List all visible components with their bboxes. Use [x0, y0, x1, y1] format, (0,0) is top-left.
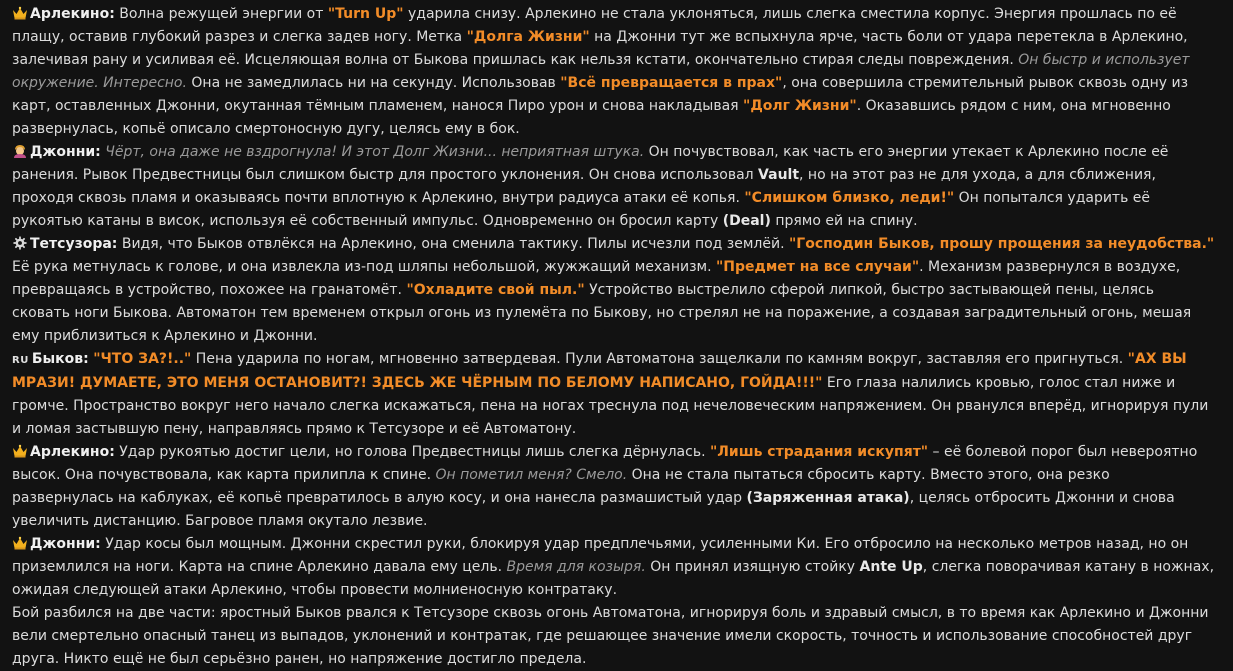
quoted-ability: "Долг Жизни"	[743, 98, 857, 114]
quoted-ability: "Слишком близко, леди!"	[744, 190, 955, 206]
narration-text: , но на этот раз не для ухода, а для сближения, проходя сквозь пламя и оказываясь почти вплотную к Арлекино, внутри радиуса атаки её копья.	[12, 167, 1156, 206]
narration-text: Бой разбился на две части: яростный Быков рвался к Тетсузоре сквозь огонь Автоматона, игнорируя боль и здравый смысл, в то время как Арлекино и Джонни вели смертельно опасный танец из выпадов, уклонений и контратак, где решающее значение имели скорость, точность и использование способностей друг друга. Никто ещё не был серьёзно ранен, но напряжение достигло предела.	[12, 605, 1209, 667]
crown-icon	[12, 536, 28, 550]
crown-icon	[12, 6, 28, 20]
narration-text: , она совершила стремительный рывок сквозь одну из карт, оставленных Джонни, окутанная тёмным пламенем, нанося Пиро урон и снова накладывая	[12, 75, 1189, 114]
speaker-name: Джонни:	[30, 144, 101, 160]
story-paragraph-tetsuzora	[12, 233, 1215, 348]
bold-term: Ante Up	[859, 559, 923, 575]
gear-icon	[12, 236, 28, 250]
quoted-ability: "АХ ВЫ МРАЗИ! ДУМАЕТЕ, ЭТО МЕНЯ ОСТАНОВИТ?! ЗДЕСЬ ЖЕ ЧЁРНЫМ ПО БЕЛОМУ НАПИСАНО, ГОЙДА!!!"	[12, 351, 1187, 391]
quoted-ability: "Господин Быков, прошу прощения за неудобства."	[789, 236, 1215, 252]
narration-text: Она не замедлилась ни на секунду. Использовав	[186, 75, 561, 91]
quoted-ability: "Turn Up"	[327, 6, 404, 22]
story-paragraph-johnny	[12, 533, 1215, 602]
quoted-ability: "ЧТО ЗА?!.."	[93, 351, 192, 367]
inner-thought: Чёрт, она даже не вздрогнула! И этот Долг Жизни... неприятная штука.	[105, 144, 645, 160]
narration-text: на Джонни тут же вспыхнула ярче, часть боли от удара перетекла в Арлекино, залечивая рану и усиливая её. Исцеляющая волна от Быкова пришлась как нельзя кстати, окончательно стирая следы повреждения.	[12, 29, 1188, 68]
speaker-name: Арлекино:	[30, 6, 115, 22]
chat-message-body	[12, 3, 1215, 671]
bold-term: (Deal)	[722, 213, 771, 229]
narration-text: Удар косы был мощным. Джонни скрестил руки, блокируя удар предплечьями, усиленными Ки. Его отбросило на несколько метров назад, но он приземлился на ноги. Карта на спине Арлекино давала ему цель.	[12, 536, 1189, 575]
bold-term: Vault	[758, 167, 800, 183]
narration-text: Он почувствовал, как часть его энергии утекает к Арлекино после её ранения. Рывок Предвестницы был слишком быстр для простого уклонения. Он снова использовал	[12, 144, 1169, 183]
narration-text: Его глаза налились кровью, голос стал ниже и громче. Пространство вокруг него начало слегка искажаться, пена на ногах треснула под нечеловеческим напряжением. Он рванулся вперёд, игнорируя пули и ломая застывшую пену, направляясь прямо к Тетсузоре и её Автоматону.	[12, 375, 1209, 437]
narration-text: прямо ей на спину.	[770, 213, 918, 229]
narration-text: Он попытался ударить её рукоятью катаны в висок, используя её собственный импульс. Одновременно он бросил карту	[12, 190, 1151, 229]
story-paragraph-arlecchino	[12, 3, 1215, 141]
paragraph-text	[12, 536, 1214, 598]
inner-thought: Он пометил меня? Смело.	[435, 467, 628, 483]
story-paragraph-narration	[12, 602, 1215, 671]
paragraph-text	[12, 605, 1209, 667]
narration-text: Он принял изящную стойку	[645, 559, 860, 575]
quoted-ability: "Предмет на все случаи"	[716, 259, 920, 275]
quoted-ability: "Долга Жизни"	[466, 29, 590, 45]
story-paragraph-arlecchino	[12, 441, 1215, 533]
ru-flag-tag: RU	[12, 355, 29, 366]
paragraph-text	[12, 444, 1197, 529]
narration-text: ударила снизу. Арлекино не стала уклоняться, лишь слегка сместила корпус. Энергия прошлась по её плащу, оставив глубокий разрез и слегка задев ногу. Метка	[12, 6, 1177, 45]
narration-text: , слегка поворачивая катану в ножнах, ожидая следующей атаки Арлекино, чтобы провести молниеносную контратаку.	[12, 559, 1215, 598]
speaker-name: Быков:	[31, 351, 89, 367]
speaker-name: Тетсузора:	[30, 236, 118, 252]
quoted-ability: "Лишь страдания искупят"	[709, 444, 929, 460]
paragraph-text	[12, 236, 1214, 344]
inner-thought: Время для козыря.	[506, 559, 646, 575]
narration-text: Удар рукоятью достиг цели, но голова Предвестницы лишь слегка дёрнулась.	[114, 444, 710, 460]
paragraph-text	[12, 144, 1168, 229]
inner-thought: Он быстр и использует окружение. Интересно.	[12, 52, 1190, 91]
person-icon	[12, 144, 28, 158]
crown-icon	[12, 444, 28, 458]
paragraph-text	[12, 6, 1190, 137]
quoted-ability: "Всё превращается в прах"	[560, 75, 783, 91]
narration-text: , целясь отбросить Джонни и снова увеличить дистанцию. Багровое пламя окутало лезвие.	[12, 490, 1175, 529]
story-paragraph-bykov	[12, 348, 1215, 441]
quoted-ability: "Охладите свой пыл."	[406, 282, 585, 298]
narration-text: . Оказавшись рядом с ним, она мгновенно развернулась, копьё описало смертоносную дугу, целясь ему в бок.	[12, 98, 1171, 137]
narration-text: Волна режущей энергии от	[114, 6, 328, 22]
narration-text: . Механизм развернулся в воздухе, превращаясь в устройство, похожее на гранатомёт.	[12, 259, 1181, 298]
speaker-name: Арлекино:	[30, 444, 115, 460]
narration-text: Её рука метнулась к голове, и она извлекла из-под шляпы небольшой, жужжащий механизм.	[12, 259, 717, 275]
narration-text: Видя, что Быков отвлёкся на Арлекино, она сменила тактику. Пилы исчезли под землёй.	[117, 236, 789, 252]
speaker-name: Джонни:	[30, 536, 101, 552]
narration-text: Пена ударила по ногам, мгновенно затвердевая. Пули Автоматона защелкали по камням вокруг, заставляя его пригнуться.	[191, 351, 1128, 367]
narration-text: Она не стала пытаться сбросить карту. Вместо этого, она резко развернулась на каблуках, её копьё превратилось в алую косу, и она нанесла размашистый удар	[12, 467, 1110, 506]
bold-term: (Заряженная атака)	[746, 490, 910, 506]
narration-text: Устройство выстрелило сферой липкой, быстро застывающей пены, целясь сковать ноги Быкова. Автоматон тем временем открыл огонь из пулемёта по Быкову, но стрелял не на поражение, а создавая заградительный огонь, мешая ему приблизиться к Арлекино и Джонни.	[12, 282, 1192, 344]
paragraph-text	[12, 351, 1208, 437]
story-paragraph-johnny	[12, 141, 1215, 233]
narration-text: – её болевой порог был невероятно высок. Она почувствовала, как карта прилипла к спине.	[12, 444, 1198, 483]
